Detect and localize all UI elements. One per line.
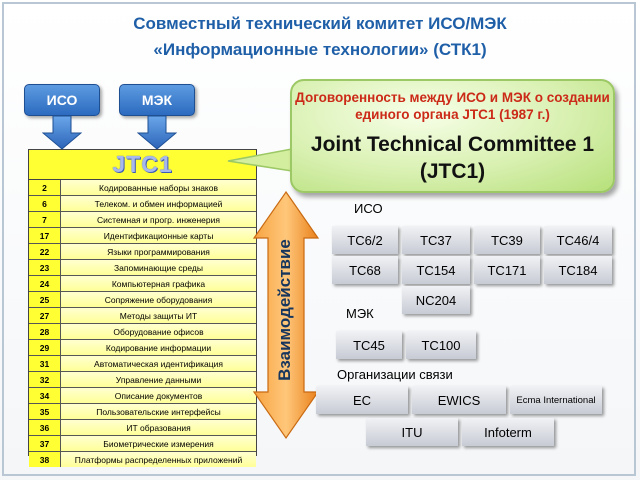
liaison-organization: Ecma International — [510, 386, 602, 414]
jtc1-subcommittee-row — [29, 436, 256, 452]
subcommittee-name: Биометрические измерения — [61, 436, 256, 451]
subcommittee-name: Кодированные наборы знаков — [61, 180, 256, 195]
iso-committee: TC171 — [474, 256, 540, 284]
interaction-label: Взаимодействие — [275, 239, 295, 381]
subcommittee-number: 29 — [29, 340, 61, 355]
jtc1-subcommittee-row — [29, 292, 256, 308]
iso-committee: TC154 — [402, 256, 470, 284]
subcommittee-name: Кодирование информации — [61, 340, 256, 355]
subcommittee-name: Языки программирования — [61, 244, 256, 259]
jtc1-subcommittee-row — [29, 340, 256, 356]
subcommittee-name: Запоминающие среды — [61, 260, 256, 275]
subcommittee-name: Описание документов — [61, 388, 256, 403]
subcommittee-name: Платформы распределенных приложений — [61, 452, 256, 467]
liaison-section-label: Организации связи — [337, 367, 453, 382]
subcommittee-number: 2 — [29, 180, 61, 195]
subcommittee-number: 34 — [29, 388, 61, 403]
iso-committee: TC39 — [474, 226, 540, 254]
callout-agreement-text: Договоренность между ИСО и МЭК о создании единого органа JTC1 (1987 г.) — [295, 90, 610, 122]
iec-section-label: МЭК — [346, 306, 374, 321]
callout-pointer — [226, 145, 296, 175]
jtc1-subcommittee-table — [28, 149, 257, 465]
subcommittee-number: 28 — [29, 324, 61, 339]
iso-section-label: ИСО — [354, 201, 383, 216]
jtc1-subcommittee-row — [29, 372, 256, 388]
subcommittee-name: ИТ образования — [61, 420, 256, 435]
jtc1-subcommittee-row — [29, 388, 256, 404]
liaison-organization: EC — [316, 386, 408, 414]
jtc1-subcommittee-row — [29, 308, 256, 324]
iso-committee: TC184 — [544, 256, 612, 284]
iec-box: МЭК — [119, 84, 195, 116]
iso-committee: NC204 — [402, 286, 470, 314]
subcommittee-number: 24 — [29, 276, 61, 291]
jtc1-subcommittee-row — [29, 356, 256, 372]
subcommittee-name: Компьютерная графика — [61, 276, 256, 291]
jtc1-subcommittee-row — [29, 244, 256, 260]
jtc1-subcommittee-row — [29, 196, 256, 212]
iso-committee: TC68 — [332, 256, 398, 284]
subcommittee-name: Управление данными — [61, 372, 256, 387]
subcommittee-number: 6 — [29, 196, 61, 211]
subcommittee-number: 23 — [29, 260, 61, 275]
slide-title-line2: «Информационные технологии» (СТК1) — [153, 40, 487, 59]
subcommittee-name: Телеком. и обмен информацией — [61, 196, 256, 211]
jtc1-subcommittee-row — [29, 276, 256, 292]
subcommittee-number: 32 — [29, 372, 61, 387]
jtc1-rows — [29, 180, 256, 467]
jtc1-callout — [290, 79, 615, 193]
interaction-label-wrap — [270, 226, 300, 394]
iso-down-arrow-icon — [42, 116, 82, 150]
iec-committee: TC100 — [406, 331, 476, 359]
subcommittee-number: 27 — [29, 308, 61, 323]
jtc1-subcommittee-row — [29, 324, 256, 340]
subcommittee-number: 22 — [29, 244, 61, 259]
slide-title-line1: Совместный технический комитет ИСО/МЭК — [133, 14, 507, 33]
subcommittee-number: 25 — [29, 292, 61, 307]
liaison-organization: ITU — [366, 418, 458, 446]
subcommittee-name: Автоматическая идентификация — [61, 356, 256, 371]
liaison-organization: EWICS — [412, 386, 506, 414]
iec-down-arrow-icon — [137, 116, 177, 150]
subcommittee-name: Идентификационные карты — [61, 228, 256, 243]
jtc1-subcommittee-row — [29, 212, 256, 228]
subcommittee-name: Оборудование офисов — [61, 324, 256, 339]
subcommittee-name: Системная и прогр. инженерия — [61, 212, 256, 227]
jtc1-subcommittee-row — [29, 180, 256, 196]
subcommittee-number: 31 — [29, 356, 61, 371]
iso-box: ИСО — [24, 84, 100, 116]
jtc1-subcommittee-row — [29, 228, 256, 244]
iso-committee: TC46/4 — [544, 226, 612, 254]
subcommittee-number: 37 — [29, 436, 61, 451]
jtc1-subcommittee-row — [29, 420, 256, 436]
jtc1-subcommittee-row — [29, 260, 256, 276]
iso-committee: TC37 — [402, 226, 470, 254]
jtc1-subcommittee-row — [29, 404, 256, 420]
subcommittee-number: 17 — [29, 228, 61, 243]
jtc1-header-label: JTC1 — [112, 151, 173, 177]
liaison-organization: Infoterm — [462, 418, 554, 446]
subcommittee-name: Сопряжение оборудования — [61, 292, 256, 307]
subcommittee-name: Пользовательские интерфейсы — [61, 404, 256, 419]
callout-committee-name: Joint Technical Committee 1 (JTC1) — [310, 133, 595, 183]
subcommittee-number: 7 — [29, 212, 61, 227]
subcommittee-number: 38 — [29, 452, 61, 467]
iec-committee: TC45 — [336, 331, 402, 359]
subcommittee-number: 36 — [29, 420, 61, 435]
subcommittee-name: Методы защиты ИТ — [61, 308, 256, 323]
subcommittee-number: 35 — [29, 404, 61, 419]
jtc1-subcommittee-row — [29, 452, 256, 467]
iso-committee: TC6/2 — [332, 226, 398, 254]
jtc1-table-header — [29, 150, 256, 180]
